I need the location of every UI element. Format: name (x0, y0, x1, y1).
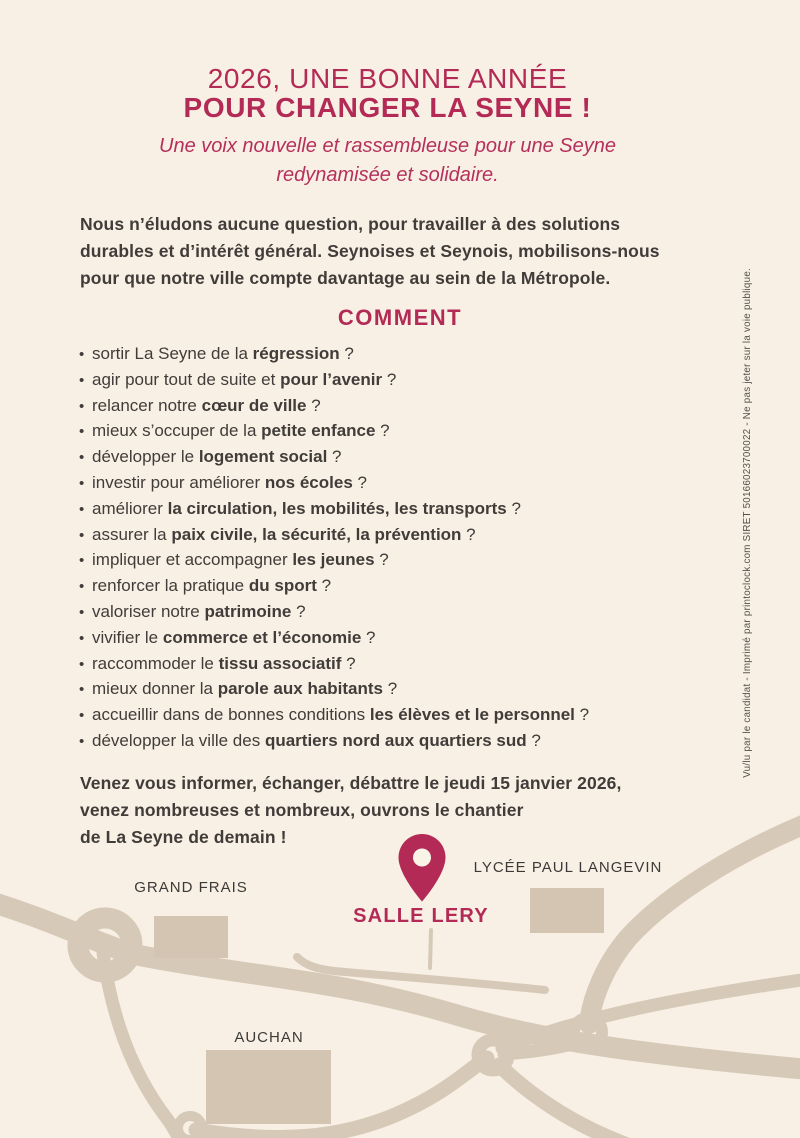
page-title-line1: 2026, UNE BONNE ANNÉE (207, 63, 568, 94)
map-canvas (0, 808, 800, 1138)
building-grand-frais (154, 916, 228, 958)
intro-line: durables et d’intérêt général. Seynoises et Seynois, mobilisons-nous (80, 241, 660, 261)
comment-item (79, 523, 770, 549)
item-text-bold: patrimoine (204, 601, 292, 621)
comment-item (79, 574, 770, 600)
item-text: développer le (92, 447, 199, 467)
bullet-icon: • (79, 371, 85, 389)
item-text: investir pour améliorer (92, 472, 265, 492)
map-label-auchan: AUCHAN (234, 1029, 304, 1046)
closing-line: de La Seyne de demain ! (80, 826, 287, 847)
bullet-icon: • (79, 681, 85, 699)
item-text: mieux donner la (92, 679, 218, 699)
bullet-icon: • (79, 629, 85, 647)
header (0, 0, 800, 190)
item-text-bold: les jeunes (292, 550, 375, 570)
item-question-mark: ? (341, 653, 356, 673)
item-question-mark: ? (316, 576, 332, 596)
bullet-icon: • (79, 474, 85, 492)
subtitle-line1: Une voix nouvelle et rassembleuse pour une Seyne (159, 135, 616, 157)
item-text: renforcer la pratique (92, 576, 249, 596)
item-question-mark: ? (352, 472, 367, 492)
comment-item (79, 703, 770, 729)
comment-item (79, 548, 770, 574)
bullet-icon: • (79, 707, 85, 725)
comment-item (79, 419, 770, 445)
comment-item (79, 729, 770, 755)
item-question-mark: ? (506, 498, 521, 518)
item-question-mark: ? (526, 730, 541, 750)
item-question-mark: ? (383, 679, 398, 699)
pin-leader-line (430, 930, 431, 968)
item-text-bold: paix civile, la sécurité, la prévention (171, 524, 462, 544)
item-text: valoriser notre (92, 601, 205, 621)
bullet-icon: • (79, 500, 85, 518)
subtitle-line2: redynamisée et solidaire. (276, 164, 499, 186)
comment-item (79, 652, 770, 678)
item-text: impliquer et accompagner (92, 550, 293, 570)
item-text: vivifier le (92, 627, 163, 647)
map-label-lycee-paul-langevin: LYCÉE PAUL LANGEVIN (473, 859, 663, 876)
subtitle (0, 132, 775, 190)
bullet-icon: • (79, 732, 85, 750)
comment-item (79, 600, 770, 626)
item-text-bold: la circulation, les mobilités, les transports (167, 498, 507, 518)
item-question-mark: ? (306, 395, 321, 415)
item-text-bold: commerce et l’économie (162, 627, 362, 647)
closing-line: Venez vous informer, échanger, débattre le jeudi 15 janvier 2026, (80, 772, 622, 793)
comment-item (79, 471, 770, 497)
comment-item (79, 368, 770, 394)
item-text: développer la ville des (92, 730, 265, 750)
page-title-line2: POUR CHANGER LA SEYNE ! (183, 92, 592, 123)
closing-line: venez nombreuses et nombreux, ouvrons le chantier (80, 799, 524, 820)
item-text-bold: quartiers nord aux quartiers sud (264, 730, 527, 750)
item-text: agir pour tout de suite et (92, 369, 281, 389)
item-question-mark: ? (382, 369, 397, 389)
comment-item (79, 677, 770, 703)
item-text: améliorer (92, 498, 168, 518)
bullet-icon: • (79, 526, 85, 544)
map-label-grand-frais: GRAND FRAIS (134, 879, 248, 896)
bullet-icon: • (79, 603, 85, 621)
comment-list (0, 342, 800, 755)
pin-hole (413, 849, 431, 867)
item-text-bold: les élèves et le personnel (369, 705, 575, 725)
bullet-icon: • (79, 397, 85, 415)
item-question-mark: ? (574, 705, 590, 725)
item-question-mark: ? (361, 627, 376, 647)
map-label-salle-lery: SALLE LERY (353, 905, 489, 927)
location-map (0, 808, 800, 1138)
item-text-bold: du sport (248, 576, 317, 596)
bullet-icon: • (79, 346, 85, 363)
bullet-icon: • (79, 423, 85, 441)
item-text: raccommoder le (92, 653, 219, 673)
location-pin-icon (399, 834, 446, 902)
comment-item (79, 342, 770, 368)
item-text-bold: logement social (198, 447, 328, 467)
building-lycee (530, 888, 604, 933)
item-question-mark: ? (291, 601, 306, 621)
comment-item (79, 445, 770, 471)
item-question-mark: ? (375, 421, 390, 441)
item-question-mark: ? (461, 524, 476, 544)
intro-line: pour que notre ville compte davantage au sein de la Métropole. (80, 268, 611, 288)
road-bottom-east (499, 1065, 688, 1138)
item-text: accueillir dans de bonnes conditions (92, 705, 370, 725)
item-text-bold: cœur de ville (201, 395, 307, 415)
item-text: sortir La Seyne de la (92, 344, 253, 363)
item-text: mieux s’occuper de la (92, 421, 262, 441)
bullet-icon: • (79, 655, 85, 673)
item-text-bold: nos écoles (264, 472, 353, 492)
bullet-icon: • (79, 449, 85, 467)
bullet-icon: • (79, 578, 85, 596)
bullet-icon: • (79, 552, 85, 570)
item-text-bold: régression (252, 344, 340, 363)
item-text-bold: parole aux habitants (217, 679, 384, 699)
comment-item (79, 394, 770, 420)
item-text-bold: petite enfance (261, 421, 376, 441)
item-question-mark: ? (327, 447, 342, 467)
legal-sidenote: Vu/lu par le candidat - Imprimé par printoclock.com SIRET 50166023700022 - Ne pas jeter sur la voie publique. (742, 268, 753, 778)
intro-paragraph (80, 211, 760, 292)
item-text-bold: pour l’avenir (280, 369, 383, 389)
item-question-mark: ? (374, 550, 389, 570)
item-question-mark: ? (339, 344, 354, 363)
item-text-bold: tissu associatif (218, 653, 342, 673)
comment-heading: COMMENT (337, 305, 463, 330)
building-auchan (206, 1050, 331, 1124)
comment-item (79, 626, 770, 652)
item-text: assurer la (92, 524, 172, 544)
pin-body (399, 834, 446, 902)
item-text: relancer notre (92, 395, 202, 415)
intro-line: Nous n’éludons aucune question, pour travailler à des solutions (80, 214, 621, 234)
comment-item (79, 497, 770, 523)
